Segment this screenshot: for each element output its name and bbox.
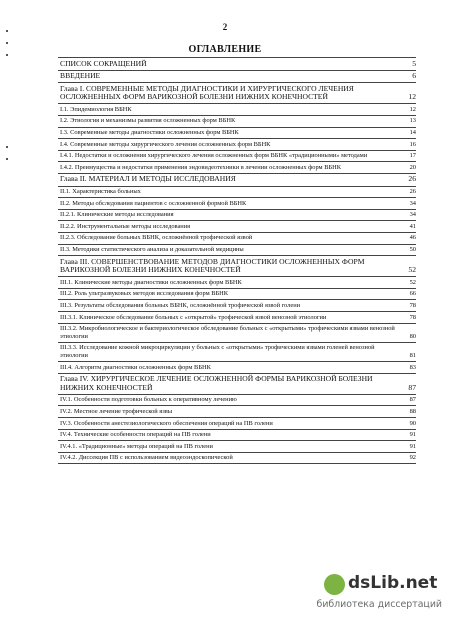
toc-row (58, 362, 416, 374)
toc-entry-text: Глава III. СОВЕРШЕНСТВОВАНИЕ МЕТОДОВ ДИАГНОСТИКИ ОСЛОЖНЕННЫХ ФОРМ ВАРИКОЗНОЙ БОЛЕЗНИ НИЖНИХ КОНЕЧНОСТЕЙ (60, 256, 365, 275)
toc-entry-page: 17 (409, 152, 416, 160)
toc-entry-text: Глава IV. ХИРУРГИЧЕСКОЕ ЛЕЧЕНИЕ ОСЛОЖНЕННОЙ ФОРМЫ ВАРИКОЗНОЙ БОЛЕЗНИ НИЖНИХ КОНЕЧНОСТЕЙ (60, 374, 373, 392)
toc-row (58, 162, 416, 174)
toc-entry-text: I.4.2. Преимущества и недостатки применения эндовидеотехники в лечении осложненных форм ВБНК (60, 163, 342, 171)
watermark-brand: dsLib.net (348, 573, 438, 593)
toc-row (58, 210, 416, 222)
toc-entry-page: 90 (409, 419, 416, 427)
toc-entry-text: Глава II. МАТЕРИАЛ И МЕТОДЫ ИССЛЕДОВАНИЯ (60, 174, 236, 184)
toc-row (58, 312, 416, 324)
toc-entry-page: 50 (409, 246, 416, 253)
toc-entry-page: 20 (409, 163, 416, 171)
toc-row (58, 277, 416, 289)
toc-row (58, 256, 416, 277)
toc-entry-page: 87 (409, 396, 416, 404)
toc-entry-text: СПИСОК СОКРАЩЕНИЙ (60, 58, 147, 68)
toc-entry-text: I.2. Этиология и механизмы развития осложненных форм ВБНК (60, 117, 236, 125)
toc-entry-page: 80 (409, 332, 416, 340)
toc-entry-page: 14 (409, 129, 416, 137)
toc-row (58, 300, 416, 312)
toc-entry-text: I.1. Эпидемиология ВБНК (60, 105, 132, 113)
toc-row (58, 453, 416, 465)
toc-entry-page: 66 (409, 290, 416, 298)
toc-entry-text: I.4. Современные методы хирургического лечения осложненных форм ВБНК (60, 140, 271, 148)
toc-row (58, 187, 416, 199)
toc-row (58, 441, 416, 453)
toc-row (58, 289, 416, 301)
toc-row (58, 151, 416, 163)
toc-row (58, 128, 416, 140)
toc-entry-page: 6 (412, 71, 416, 81)
watermark-logo (324, 574, 442, 598)
toc-row (58, 374, 416, 395)
toc-entry-text: I.4.1. Недостатки и осложнения хирургического лечения осложненных форм ВБНК «традиционными» методами (60, 152, 368, 160)
toc-entry-text: I.3. Современные методы диагностики осложненных форм ВБНК (60, 129, 239, 137)
toc-entry-text: III.3. Результаты обследования больных ВБНК, осложнённой трофической язвой голени (60, 301, 301, 309)
toc-entry-page: 83 (409, 363, 416, 371)
toc-entry-page: 5 (412, 58, 416, 68)
toc-entry-page: 52 (409, 278, 416, 286)
toc-row (58, 418, 416, 430)
toc-entry-page: 88 (409, 407, 416, 415)
toc-entry-text: III.4. Алгоритм диагностики осложненных форм ВБНК (60, 363, 211, 371)
toc-row (58, 221, 416, 233)
toc-entry-text: II.2.2. Инструментальные методы исследования (60, 222, 191, 230)
toc-entry-text: IV.2. Местное лечение трофической язвы (60, 407, 173, 415)
table-of-contents (58, 57, 416, 464)
toc-row (58, 83, 416, 104)
toc-entry-page: 87 (408, 382, 416, 392)
toc-row (58, 71, 416, 84)
toc-entry-page: 13 (409, 117, 416, 125)
toc-entry-page: 81 (409, 351, 416, 359)
page-number: 2 (222, 22, 228, 32)
toc-entry-text: II.2.3. Обследование больных ВБНК, осложнённой трофической язвой (60, 234, 253, 242)
toc-entry-page: 41 (409, 222, 416, 230)
watermark (316, 573, 442, 614)
toc-entry-page: 34 (409, 211, 416, 219)
toc-entry-page: 92 (409, 454, 416, 462)
toc-row (58, 104, 416, 116)
toc-entry-text: III.1. Клинические методы диагностики осложненных форм ВБНК (60, 278, 242, 286)
toc-entry-text: II.2. Методы обследования пациентов с осложненной формой ВБНК (60, 199, 247, 207)
toc-row (58, 58, 416, 71)
toc-entry-text: IV.1. Особенности подготовки больных к оперативному лечению (60, 396, 237, 404)
toc-entry-page: 78 (409, 301, 416, 309)
toc-row (58, 233, 416, 245)
logo-circle-icon (324, 574, 345, 595)
toc-row (58, 343, 416, 362)
toc-entry-text: III.2. Роль ультразвуковых методов исследования форм ВБНК (60, 290, 229, 298)
toc-entry-page: 26 (409, 188, 416, 196)
toc-entry-page: 78 (409, 313, 416, 321)
toc-heading: ОГЛАВЛЕНИЕ (188, 44, 262, 55)
toc-entry-page: 12 (409, 105, 416, 113)
toc-entry-page: 16 (409, 140, 416, 148)
toc-entry-text: III.3.2. Микробиологическое и бактериологическое обследование больных с «открытыми» трофическими язвами венозной этиологии (60, 325, 395, 340)
toc-entry-page: 46 (409, 234, 416, 242)
toc-entry-text: Глава I. СОВРЕМЕННЫЕ МЕТОДЫ ДИАГНОСТИКИ И ХИРУРГИЧЕСКОГО ЛЕЧЕНИЯ ОСЛОЖНЕННЫХ ФОРМ ВАРИКОЗНОЙ БОЛЕЗНИ НИЖНИХ КОНЕЧНОСТЕЙ (60, 83, 354, 102)
toc-row (58, 406, 416, 418)
watermark-subtitle: библиотека диссертаций (316, 599, 442, 610)
toc-entry-text: II.1. Характеристика больных (60, 188, 141, 196)
toc-entry-page: 12 (408, 92, 416, 102)
toc-entry-text: III.3.3. Исследование кожной микроциркуляции у больных с «открытыми» трофическими язвами голеней венозной этиологии (60, 344, 375, 359)
toc-row (58, 116, 416, 128)
toc-entry-page: 26 (408, 174, 416, 184)
toc-entry-page: 91 (409, 431, 416, 439)
toc-entry-text: IV.4.2. Диссекция ПВ с использованием видеоэндоскопической (60, 454, 233, 462)
toc-row (58, 430, 416, 442)
toc-row (58, 324, 416, 343)
toc-row (58, 174, 416, 187)
toc-entry-text: IV.4.1. «Традиционные» методы операций на ПВ голени (60, 442, 213, 450)
toc-entry-text: IV.4. Технические особенности операций на ПВ голени (60, 431, 211, 439)
toc-entry-text: II.3. Методики статистического анализа и доказательной медицины (60, 246, 244, 253)
toc-entry-text: III.3.1. Клиническое обследование больных с «открытой» трофической язвой венозной этиологии (60, 313, 327, 321)
toc-entry-page: 52 (408, 265, 416, 275)
toc-entry-page: 34 (409, 199, 416, 207)
toc-entry-page: 91 (409, 442, 416, 450)
toc-row (58, 198, 416, 210)
toc-row (58, 395, 416, 407)
toc-row (58, 245, 416, 257)
toc-row (58, 139, 416, 151)
toc-entry-text: II.2.1. Клинические методы исследования (60, 211, 174, 219)
toc-entry-text: IV.3. Особенности анестезиологического обеспечения операций на ПВ голени (60, 419, 273, 427)
toc-entry-text: ВВЕДЕНИЕ (60, 71, 101, 81)
